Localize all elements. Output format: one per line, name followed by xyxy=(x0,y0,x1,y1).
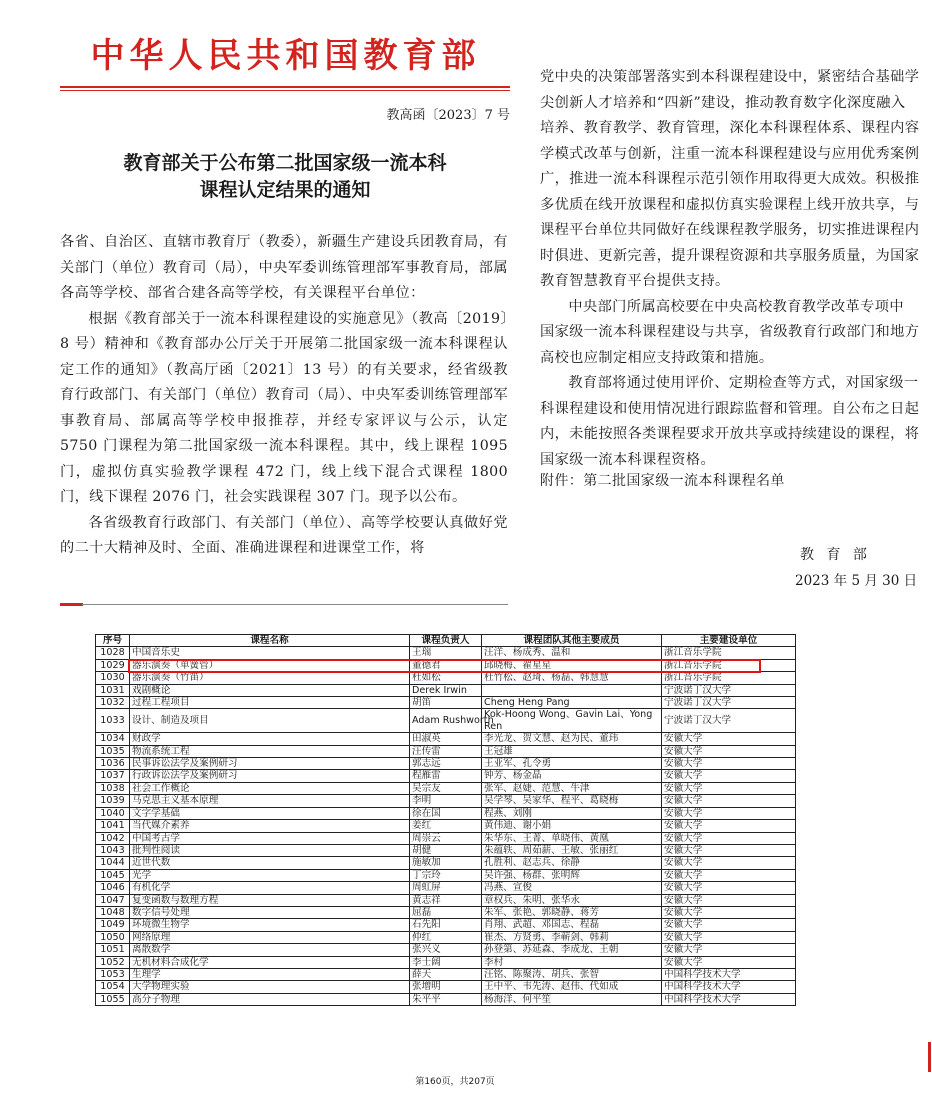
cell-team: 杜竹松、赵琦、杨磊、韩慧慧 xyxy=(482,672,662,684)
cell-team: 汪铭、陈聚涛、胡兵、张智 xyxy=(482,968,662,980)
table-body xyxy=(96,647,796,1006)
cell-institution: 浙江音乐学院 xyxy=(662,672,796,684)
cell-institution: 浙江音乐学院 xyxy=(662,659,796,671)
cell-course-name: 民事诉讼法学及案例研习 xyxy=(130,758,410,770)
text-line: 课程平台单位共同做好在线课程教学服务，切实推进课程内 xyxy=(540,222,920,238)
cell-index: 1055 xyxy=(96,993,130,1005)
cell-index: 1030 xyxy=(96,672,130,684)
cell-institution: 安徽大学 xyxy=(662,758,796,770)
edge-red-mark xyxy=(928,1042,931,1072)
header-institution: 主要建设单位 xyxy=(662,635,796,647)
cell-team: 王冠雄 xyxy=(482,745,662,757)
cell-institution: 宁波诺丁汉大学 xyxy=(662,697,796,709)
cell-institution: 浙江音乐学院 xyxy=(662,647,796,659)
body-paragraph: 根据《教育部关于一流本科课程建设的实施意见》（教高〔2019〕8 号）精神和《教育部办公厅关于开展第二批国家级一流本科课程认定工作的通知》（教高厅函〔2021〕13 号）的有关要求，经省级教育行政部门、有关部门（单位）教育司（局）、中央军委训练管理部军事教育局、部属高等学校申报推荐，并经专家评议与公示，认定 5750 门课程为第二批国家级一流本科课程。其中，线上课程 1095 门，虚拟仿真实验教学课程 472 门，线上线下混合式课程 1800 门，线下课程 2076 门，社会实践课程 307 门。现予以公布。 xyxy=(60,310,508,505)
table-header-row xyxy=(96,635,796,647)
signature-date: 2023 年 5 月 30 日 xyxy=(795,573,918,589)
cell-institution: 安徽大学 xyxy=(662,857,796,869)
text-line: 学模式改革与创新，注重一流本科课程建设与应用优秀案例 xyxy=(540,145,920,162)
text-line: 内，未能按照各类课程要求开放共享或持续建设的课程，将 xyxy=(540,426,920,442)
cell-team: 程燕、刘刚 xyxy=(482,807,662,819)
cell-index: 1053 xyxy=(96,968,130,980)
cell-lead: 薛天 xyxy=(410,968,482,980)
cell-index: 1049 xyxy=(96,919,130,931)
table-row xyxy=(96,906,796,918)
cell-team: 吴学琴、吴家华、程平、葛晓梅 xyxy=(482,795,662,807)
cell-course-name: 文字学基础 xyxy=(130,807,410,819)
cell-index: 1033 xyxy=(96,709,130,733)
text-line: 党中央的决策部署落实到本科课程建设中，紧密结合基础学 xyxy=(540,69,920,85)
cell-course-name: 有机化学 xyxy=(130,882,410,894)
right-column-body xyxy=(540,65,932,473)
cell-index: 1040 xyxy=(96,807,130,819)
text-line: 多优质在线开放课程和虚拟仿真实验课程上线开放共享，与 xyxy=(540,196,920,213)
title-line-2: 课程认定结果的通知 xyxy=(199,179,371,201)
addressee-paragraph: 各省、自治区、直辖市教育厅（教委），新疆生产建设兵团教育局，有关部门（单位）教育司（局），中央军委训练管理部军事教育局，部属各高等学校、部省合建各高等学校，有关课程平台单位： xyxy=(60,234,508,301)
table-page-footer: 第160页，共207页 xyxy=(415,1077,495,1087)
cell-course-name: 物流系统工程 xyxy=(130,745,410,757)
table-row xyxy=(96,807,796,819)
cell-course-name: 器乐演奏（单簧管） xyxy=(130,659,410,671)
cell-team: 黄伟迪、谢小娟 xyxy=(482,820,662,832)
cell-institution: 安徽大学 xyxy=(662,807,796,819)
table-row xyxy=(96,832,796,844)
cell-team: 汪洋、杨成秀、温和 xyxy=(482,647,662,659)
table-row xyxy=(96,919,796,931)
document-title xyxy=(60,150,510,204)
cell-lead: Adam Rushworth xyxy=(410,709,482,733)
table-row xyxy=(96,844,796,856)
page-end-red-mark xyxy=(60,603,83,606)
cell-course-name: 无机材料合成化学 xyxy=(130,956,410,968)
cell-institution: 安徽大学 xyxy=(662,733,796,745)
cell-lead: 周崇云 xyxy=(410,832,482,844)
cell-institution: 安徽大学 xyxy=(662,944,796,956)
table-row xyxy=(96,820,796,832)
cell-index: 1031 xyxy=(96,684,130,696)
cell-lead: 李士阔 xyxy=(410,956,482,968)
cell-index: 1034 xyxy=(96,733,130,745)
left-column-body xyxy=(60,230,508,562)
cell-team: 朱军、张艳、郭晓静、蒋芳 xyxy=(482,906,662,918)
letterhead-red-rule xyxy=(60,86,510,88)
cell-team: 肖翔、武超、邓国志、程磊 xyxy=(482,919,662,931)
cell-team: 钟芳、杨金晶 xyxy=(482,770,662,782)
cell-index: 1036 xyxy=(96,758,130,770)
cell-team: 王中平、韦先涛、赵伟、代如成 xyxy=(482,981,662,993)
text-line: 中央部门所属高校要在中央高校教育教学改革专项中 xyxy=(568,298,904,315)
cell-team: 李光龙、贺文慧、赵为民、董玮 xyxy=(482,733,662,745)
table-row xyxy=(96,758,796,770)
cell-course-name: 过程工程项目 xyxy=(130,697,410,709)
cell-course-name: 戏剧概论 xyxy=(130,684,410,696)
cell-course-name: 生理学 xyxy=(130,968,410,980)
table-row xyxy=(96,745,796,757)
cell-institution: 安徽大学 xyxy=(662,820,796,832)
cell-course-name: 数字信号处理 xyxy=(130,906,410,918)
text-line: 国家级一流本科课程资格。 xyxy=(540,451,716,468)
cell-index: 1028 xyxy=(96,647,130,659)
cell-institution: 安徽大学 xyxy=(662,782,796,794)
cell-lead: 杜如松 xyxy=(410,672,482,684)
cell-course-name: 高分子物理 xyxy=(130,993,410,1005)
cell-index: 1045 xyxy=(96,869,130,881)
cell-course-name: 财政学 xyxy=(130,733,410,745)
table-row xyxy=(96,931,796,943)
cell-team: 朱蕴轶、周茹薪、王敏、张丽红 xyxy=(482,844,662,856)
cell-course-name: 近世代数 xyxy=(130,857,410,869)
table-row xyxy=(96,770,796,782)
cell-course-name: 环境微生物学 xyxy=(130,919,410,931)
cell-team: 孙登第、苏延森、李成龙、王朝 xyxy=(482,944,662,956)
cell-index: 1054 xyxy=(96,981,130,993)
cell-team: 孔胜利、赵志兵、徐静 xyxy=(482,857,662,869)
title-line-1: 教育部关于公布第二批国家级一流本科 xyxy=(123,152,447,174)
cell-lead: 郭志远 xyxy=(410,758,482,770)
cell-institution: 安徽大学 xyxy=(662,869,796,881)
table-row xyxy=(96,894,796,906)
table-row xyxy=(96,697,796,709)
text-line: 科课程建设和使用情况进行跟踪监督和管理。自公布之日起 xyxy=(540,400,920,417)
text-line: 培养、教育教学、教育管理，深化本科课程体系、课程内容 xyxy=(540,120,920,136)
cell-institution: 中国科学技术大学 xyxy=(662,993,796,1005)
cell-lead: Derek Irwin xyxy=(410,684,482,696)
cell-course-name: 设计、制造及项目 xyxy=(130,709,410,733)
table-row xyxy=(96,968,796,980)
cell-lead: 胡健 xyxy=(410,844,482,856)
cell-team: 冯燕、宣俊 xyxy=(482,882,662,894)
text-line: 教育部将通过使用评价、定期检查等方式，对国家级一 xyxy=(568,375,919,391)
cell-index: 1039 xyxy=(96,795,130,807)
attachment-note: 附件：第二批国家级一流本科课程名单 xyxy=(540,473,785,489)
text-line: 国家级一流本科课程建设与共享，省级教育行政部门和地方 xyxy=(540,324,920,340)
cell-lead: 屈磊 xyxy=(410,906,482,918)
header-index: 序号 xyxy=(96,635,130,647)
cell-lead: 仲红 xyxy=(410,931,482,943)
cell-lead: 董德君 xyxy=(410,659,482,671)
text-line: 高校也应制定相应支持政策和措施。 xyxy=(540,349,774,366)
cell-lead: 李明 xyxy=(410,795,482,807)
cell-institution: 安徽大学 xyxy=(662,919,796,931)
cell-team: Kok-Hoong Wong、Gavin Lai、Yong Ren xyxy=(482,709,662,733)
table-row xyxy=(96,869,796,881)
cell-institution: 安徽大学 xyxy=(662,906,796,918)
cell-course-name: 批判性阅读 xyxy=(130,844,410,856)
cell-lead: 周虹屏 xyxy=(410,882,482,894)
cell-course-name: 器乐演奏（竹笛） xyxy=(130,672,410,684)
cell-institution: 安徽大学 xyxy=(662,745,796,757)
cell-lead: 汪传雷 xyxy=(410,745,482,757)
cell-lead: 石先阳 xyxy=(410,919,482,931)
cell-index: 1038 xyxy=(96,782,130,794)
cell-team: 张军、赵婕、范慧、牛津 xyxy=(482,782,662,794)
cell-institution: 安徽大学 xyxy=(662,795,796,807)
cell-index: 1046 xyxy=(96,882,130,894)
table-row xyxy=(96,956,796,968)
letterhead-org-name: 中华人民共和国教育部 xyxy=(90,36,481,76)
header-lead: 课程负责人 xyxy=(410,635,482,647)
cell-institution: 安徽大学 xyxy=(662,882,796,894)
table-row xyxy=(96,684,796,696)
cell-team: 章权兵、朱明、张华永 xyxy=(482,894,662,906)
cell-institution: 安徽大学 xyxy=(662,931,796,943)
continuation-paragraph xyxy=(540,65,932,295)
text-line: 教育智慧教育平台提供支持。 xyxy=(540,273,730,289)
table-row xyxy=(96,993,796,1005)
cell-index: 1047 xyxy=(96,894,130,906)
cell-lead: 张增明 xyxy=(410,981,482,993)
document-number: 教高函〔2023〕7 号 xyxy=(386,108,510,123)
body-paragraph: 各省级教育行政部门、有关部门（单位）、高等学校要认真做好党的二十大精神及时、全面、准确进课程和进课堂工作，将 xyxy=(60,514,508,556)
table-row xyxy=(96,981,796,993)
cell-institution: 宁波诺丁汉大学 xyxy=(662,709,796,733)
signature-org: 教 育 部 xyxy=(800,547,871,563)
cell-institution: 安徽大学 xyxy=(662,956,796,968)
table-row xyxy=(96,882,796,894)
cell-lead: 朱平平 xyxy=(410,993,482,1005)
cell-team: 崔杰、方贤勇、李蕲剑、韩莉 xyxy=(482,931,662,943)
cell-index: 1043 xyxy=(96,844,130,856)
header-course-name: 课程名称 xyxy=(130,635,410,647)
page-divider xyxy=(82,604,508,605)
cell-course-name: 网络原理 xyxy=(130,931,410,943)
cell-index: 1041 xyxy=(96,820,130,832)
cell-institution: 安徽大学 xyxy=(662,770,796,782)
cell-course-name: 光学 xyxy=(130,869,410,881)
cell-index: 1050 xyxy=(96,931,130,943)
cell-course-name: 马克思主义基本原理 xyxy=(130,795,410,807)
cell-institution: 中国科学技术大学 xyxy=(662,981,796,993)
cell-index: 1042 xyxy=(96,832,130,844)
cell-course-name: 社会工作概论 xyxy=(130,782,410,794)
cell-index: 1037 xyxy=(96,770,130,782)
cell-team xyxy=(482,684,662,696)
cell-team: 邱晓梅、翟星星 xyxy=(482,659,662,671)
cell-lead: 姜红 xyxy=(410,820,482,832)
letterhead-red-rule-thin xyxy=(60,90,510,91)
cell-lead: 程雁雷 xyxy=(410,770,482,782)
cell-lead: 王瑞 xyxy=(410,647,482,659)
text-line: 广，推进一流本科课程示范引领作用取得更大成效。积极推 xyxy=(540,171,920,187)
central-universities-paragraph xyxy=(540,295,932,372)
cell-lead: 张兴义 xyxy=(410,944,482,956)
cell-course-name: 中国音乐史 xyxy=(130,647,410,659)
cell-institution: 宁波诺丁汉大学 xyxy=(662,684,796,696)
cell-course-name: 当代媒介素养 xyxy=(130,820,410,832)
cell-lead: 田淑英 xyxy=(410,733,482,745)
cell-lead: 黄志祥 xyxy=(410,894,482,906)
table-row xyxy=(96,733,796,745)
cell-institution: 安徽大学 xyxy=(662,844,796,856)
cell-team: Cheng Heng Pang xyxy=(482,697,662,709)
cell-index: 1044 xyxy=(96,857,130,869)
cell-index: 1048 xyxy=(96,906,130,918)
cell-institution: 中国科学技术大学 xyxy=(662,968,796,980)
table-row xyxy=(96,795,796,807)
cell-team: 李村 xyxy=(482,956,662,968)
cell-index: 1032 xyxy=(96,697,130,709)
cell-lead: 胡笛 xyxy=(410,697,482,709)
table-row xyxy=(96,944,796,956)
cell-index: 1035 xyxy=(96,745,130,757)
table-row xyxy=(96,647,796,659)
cell-course-name: 离散数学 xyxy=(130,944,410,956)
cell-team: 王亚军、孔令勇 xyxy=(482,758,662,770)
cell-index: 1029 xyxy=(96,659,130,671)
cell-lead: 徐在国 xyxy=(410,807,482,819)
cell-course-name: 行政诉讼法学及案例研习 xyxy=(130,770,410,782)
course-list-table xyxy=(95,634,796,1006)
text-line: 尖创新人才培养和“四新”建设，推动教育数字化深度融入 xyxy=(540,94,906,111)
cell-course-name: 复变函数与数理方程 xyxy=(130,894,410,906)
cell-index: 1052 xyxy=(96,956,130,968)
cell-lead: 丁宗玲 xyxy=(410,869,482,881)
evaluation-paragraph xyxy=(540,371,932,473)
header-team: 课程团队其他主要成员 xyxy=(482,635,662,647)
text-line: 时俱进、更新完善，提升课程资源和共享服务质量，为国家 xyxy=(540,247,920,264)
cell-institution: 安徽大学 xyxy=(662,894,796,906)
cell-lead: 施敏加 xyxy=(410,857,482,869)
cell-team: 吴许强、杨群、张明辉 xyxy=(482,869,662,881)
cell-team: 朱华东、王菁、单晓伟、黄凰 xyxy=(482,832,662,844)
cell-index: 1051 xyxy=(96,944,130,956)
highlight-annotation-box xyxy=(128,659,761,673)
cell-lead: 吴宗友 xyxy=(410,782,482,794)
cell-team: 杨海洋、何平笙 xyxy=(482,993,662,1005)
cell-institution: 安徽大学 xyxy=(662,832,796,844)
table-row xyxy=(96,709,796,733)
table-row xyxy=(96,672,796,684)
cell-course-name: 大学物理实验 xyxy=(130,981,410,993)
table-row xyxy=(96,857,796,869)
table-row xyxy=(96,782,796,794)
cell-course-name: 中国考古学 xyxy=(130,832,410,844)
